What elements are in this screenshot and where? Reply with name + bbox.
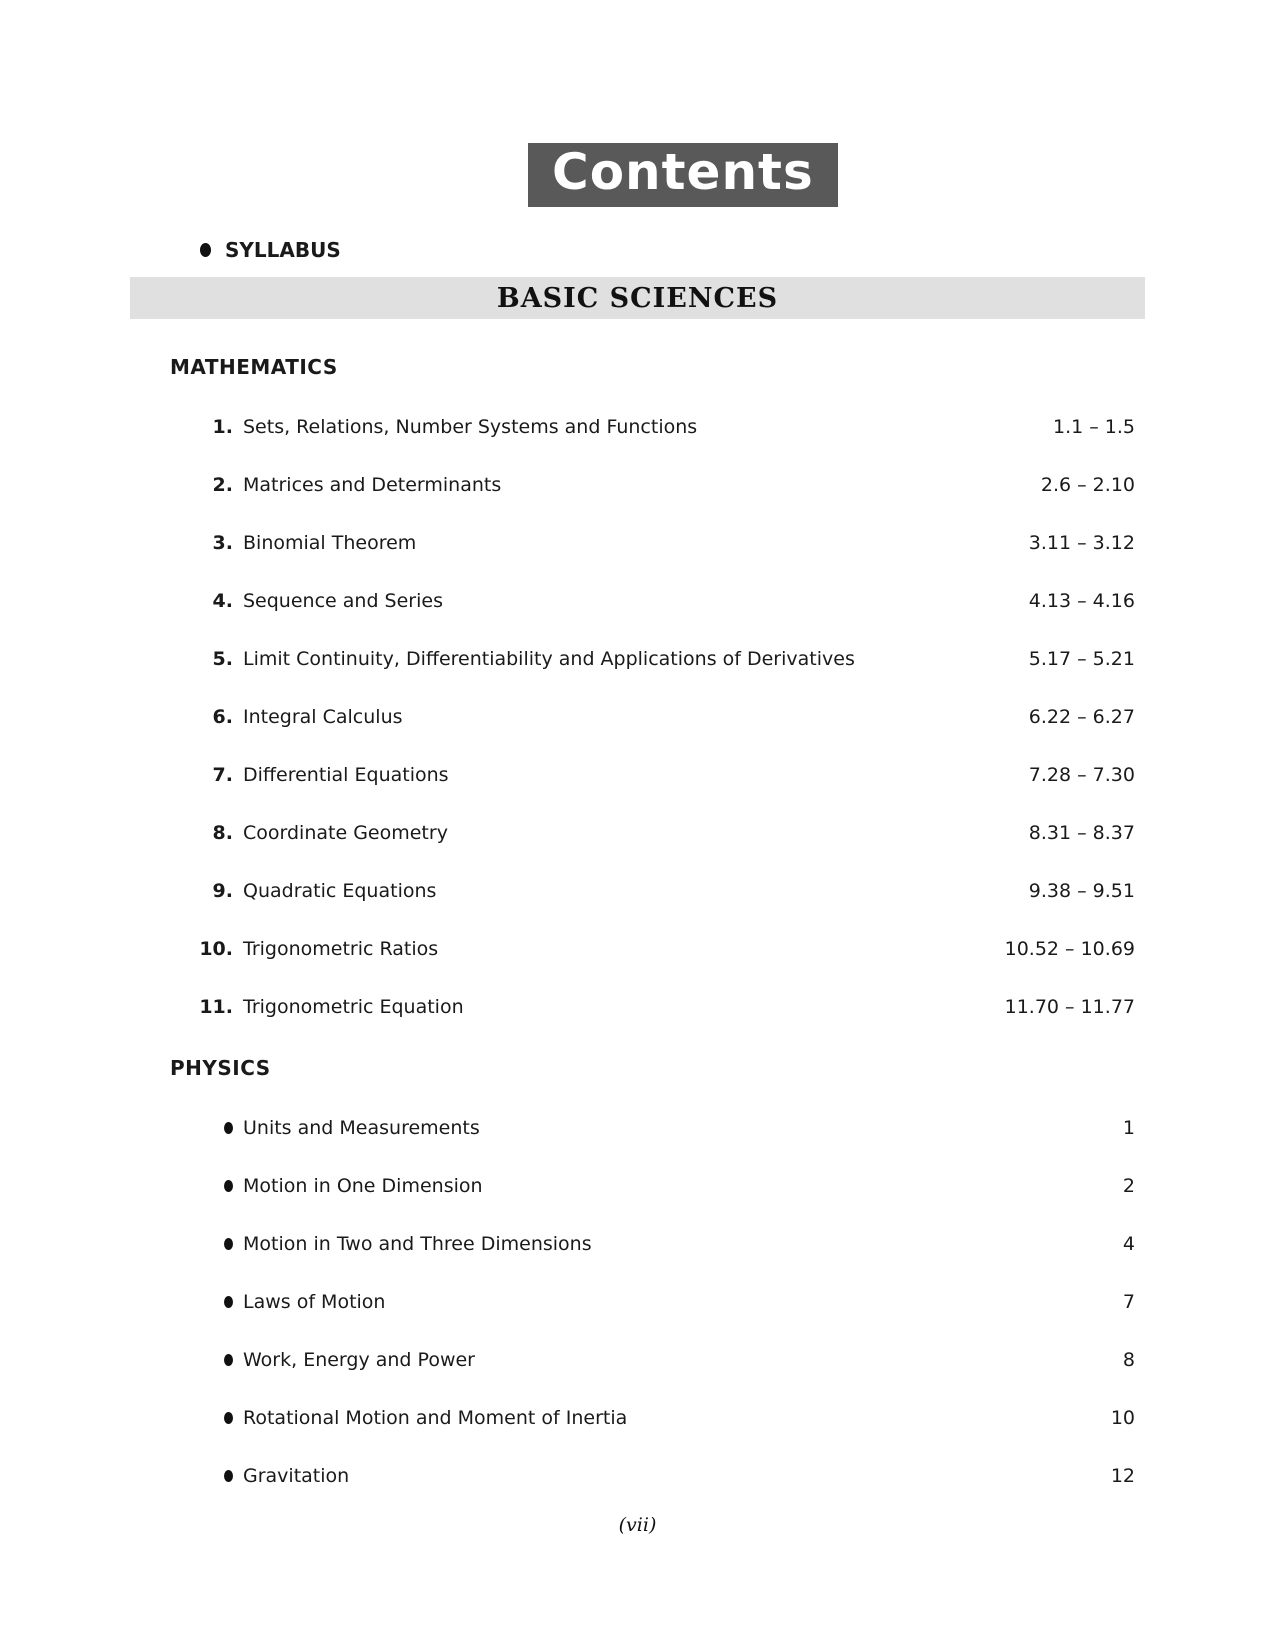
toc-row — [170, 532, 1135, 554]
toc-item-pages: 7 — [1122, 1291, 1135, 1313]
toc-item-pages: 1 — [1122, 1117, 1135, 1139]
toc-row — [170, 1349, 1135, 1371]
toc-item-pages: 11.70 – 11.77 — [1004, 996, 1135, 1018]
toc-row — [170, 590, 1135, 612]
part-title: BASIC SCIENCES — [496, 282, 779, 314]
bullet-cell — [170, 1180, 233, 1192]
syllabus-label: SYLLABUS — [225, 238, 341, 262]
toc-item-number: 3. — [212, 532, 233, 554]
toc-item-pages: 2 — [1122, 1175, 1135, 1197]
page-number: (vii) — [618, 1514, 657, 1536]
toc-item-pages: 2.6 – 2.10 — [1040, 474, 1135, 496]
page-title: Contents — [528, 143, 838, 207]
toc-row — [170, 648, 1135, 670]
toc-row — [170, 1407, 1135, 1429]
toc-row — [170, 416, 1135, 438]
toc-row — [170, 1291, 1135, 1313]
toc-item-pages: 8 — [1122, 1349, 1135, 1371]
toc-row — [170, 1233, 1135, 1255]
toc-item-number: 11. — [199, 996, 233, 1018]
bullet-cell — [170, 1470, 233, 1482]
bullet-icon — [224, 1238, 233, 1250]
toc-item-number: 8. — [212, 822, 233, 844]
toc-item-label: Quadratic Equations — [243, 880, 437, 902]
toc-row — [170, 474, 1135, 496]
toc-item-pages: 8.31 – 8.37 — [1028, 822, 1135, 844]
toc-row — [170, 1117, 1135, 1139]
toc-item-label: Differential Equations — [243, 764, 449, 786]
toc-item-pages: 9.38 – 9.51 — [1028, 880, 1135, 902]
toc-item-label: Coordinate Geometry — [243, 822, 448, 844]
bullet-icon — [224, 1412, 233, 1424]
toc-item-number: 9. — [212, 880, 233, 902]
bullet-icon — [224, 1470, 233, 1482]
toc-item-pages: 5.17 – 5.21 — [1028, 648, 1135, 670]
toc-row — [170, 996, 1135, 1018]
section-title-mathematics: MATHEMATICS — [170, 355, 338, 379]
toc-item-number: 4. — [212, 590, 233, 612]
bullet-cell — [170, 1238, 233, 1250]
bullet-icon — [224, 1354, 233, 1366]
toc-row — [170, 822, 1135, 844]
toc-row — [170, 880, 1135, 902]
toc-item-number: 10. — [199, 938, 233, 960]
bullet-icon — [224, 1180, 233, 1192]
bullet-icon — [224, 1296, 233, 1308]
toc-row — [170, 938, 1135, 960]
toc-item-pages: 4.13 – 4.16 — [1028, 590, 1135, 612]
toc-item-label: Rotational Motion and Moment of Inertia — [243, 1407, 628, 1429]
bullet-icon — [200, 243, 211, 257]
title-row — [528, 143, 1275, 207]
toc-item-label: Units and Measurements — [243, 1117, 480, 1139]
toc-item-label: Matrices and Determinants — [243, 474, 502, 496]
mathematics-toc-list — [170, 416, 1135, 1018]
toc-item-label: Laws of Motion — [243, 1291, 386, 1313]
toc-item-number: 1. — [212, 416, 233, 438]
toc-item-label: Trigonometric Equation — [243, 996, 464, 1018]
toc-row — [170, 706, 1135, 728]
toc-item-label: Integral Calculus — [243, 706, 403, 728]
toc-row — [170, 1175, 1135, 1197]
section-title-physics: PHYSICS — [170, 1056, 271, 1080]
bullet-cell — [170, 1296, 233, 1308]
toc-item-label: Work, Energy and Power — [243, 1349, 475, 1371]
toc-item-pages: 6.22 – 6.27 — [1028, 706, 1135, 728]
toc-row — [170, 1465, 1135, 1487]
bullet-cell — [170, 1412, 233, 1424]
toc-item-number: 5. — [212, 648, 233, 670]
toc-item-pages: 10 — [1110, 1407, 1135, 1429]
toc-item-label: Sets, Relations, Number Systems and Functions — [243, 416, 698, 438]
toc-item-label: Sequence and Series — [243, 590, 443, 612]
toc-row — [170, 764, 1135, 786]
toc-item-label: Motion in Two and Three Dimensions — [243, 1233, 592, 1255]
toc-item-label: Gravitation — [243, 1465, 350, 1487]
bullet-icon — [224, 1122, 233, 1134]
toc-item-label: Limit Continuity, Differentiability and Applications of Derivatives — [243, 648, 855, 670]
toc-item-number: 2. — [212, 474, 233, 496]
toc-item-number: 7. — [212, 764, 233, 786]
part-header — [130, 277, 1145, 319]
physics-toc-list — [170, 1117, 1135, 1487]
toc-item-number: 6. — [212, 706, 233, 728]
toc-item-pages: 3.11 – 3.12 — [1028, 532, 1135, 554]
toc-item-pages: 7.28 – 7.30 — [1028, 764, 1135, 786]
bullet-cell — [170, 1354, 233, 1366]
toc-item-label: Trigonometric Ratios — [243, 938, 439, 960]
bullet-cell — [170, 1122, 233, 1134]
syllabus-item — [200, 238, 1275, 262]
toc-item-pages: 10.52 – 10.69 — [1004, 938, 1135, 960]
toc-item-pages: 12 — [1110, 1465, 1135, 1487]
toc-item-label: Motion in One Dimension — [243, 1175, 483, 1197]
toc-item-pages: 4 — [1122, 1233, 1135, 1255]
toc-item-pages: 1.1 – 1.5 — [1052, 416, 1135, 438]
toc-item-label: Binomial Theorem — [243, 532, 417, 554]
